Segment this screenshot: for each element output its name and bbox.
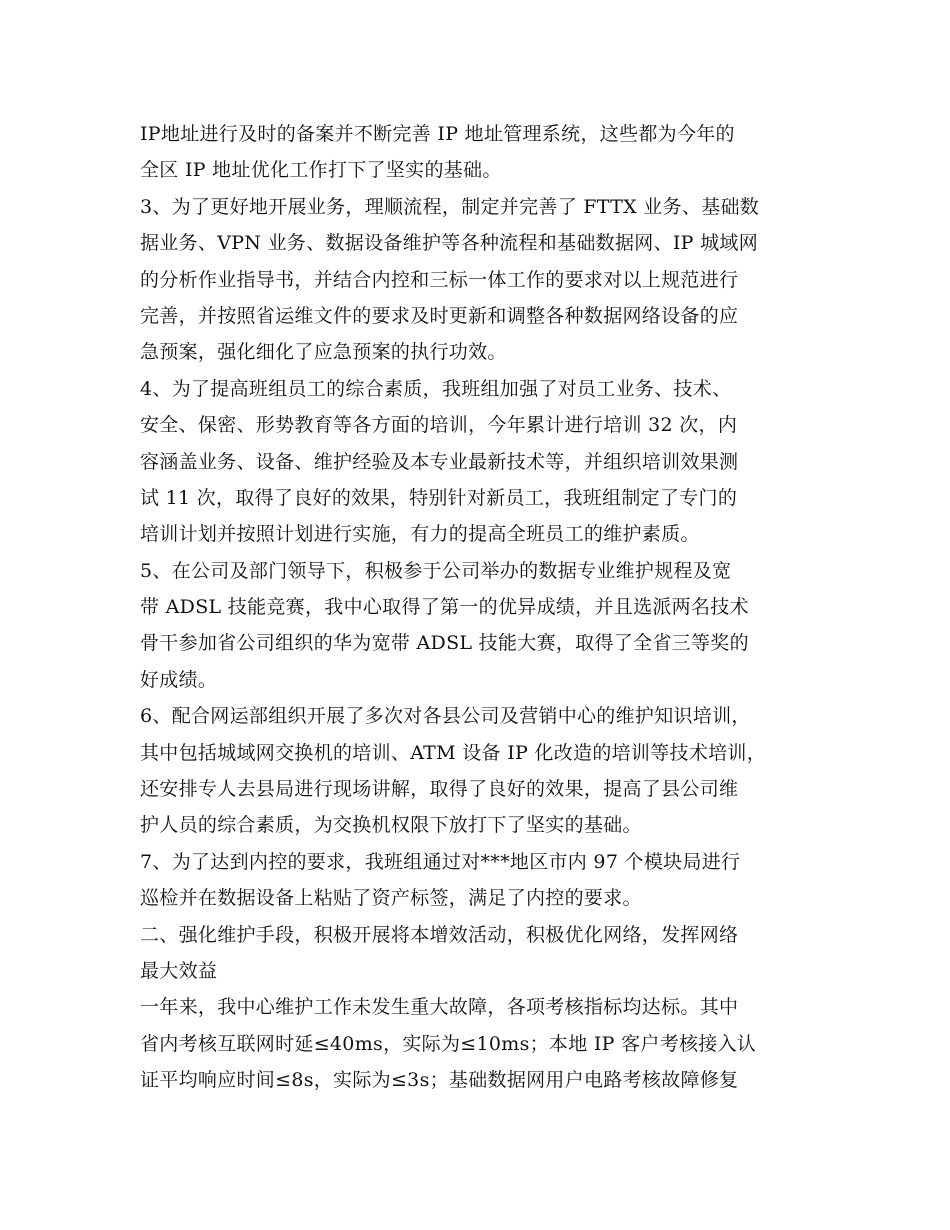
text-line: 一年来，我中心维护工作未发生重大故障，各项考核指标均达标。其中 [140, 996, 739, 1019]
text-line: IP地址进行及时的备案并不断完善 IP 地址管理系统，这些都为今年的 [140, 123, 735, 145]
text-line: 安全、保密、形势教育等各方面的培训，今年累计进行培训 32 次，内 [140, 414, 738, 437]
text-line: 试 11 次，取得了良好的效果，特别针对新员工，我班组制定了专门的 [140, 486, 738, 509]
text-line: 4、为了提高班组员工的综合素质，我班组加强了对员工业务、技术、 [140, 377, 732, 400]
text-line: 证平均响应时间≤8s，实际为≤3s；基础数据网用户电路考核故障修复 [140, 1069, 739, 1092]
text-line: 完善，并按照省运维文件的要求及时更新和调整各种数据网络设备的应 [140, 304, 739, 327]
text-line: 其中包括城域网交换机的培训、ATM 设备 IP 化改造的培训等技术培训， [140, 741, 767, 764]
text-line: 全区 IP 地址优化工作打下了坚实的基础。 [140, 159, 502, 182]
text-line: 3、为了更好地开展业务，理顺流程，制定并完善了 FTTX 业务、基础数 [140, 195, 760, 218]
text-line: 急预案，强化细化了应急预案的执行功效。 [140, 341, 507, 364]
text-line: 据业务、VPN 业务、数据设备维护等各种流程和基础数据网、IP 城域网 [140, 232, 759, 255]
text-line: 护人员的综合素质，为交换机权限下放打下了坚实的基础。 [140, 814, 642, 837]
text-line: 容涵盖业务、设备、维护经验及本专业最新技术等，并组织培训效果测 [140, 450, 739, 473]
text-line: 巡检并在数据设备上粘贴了资产标签，满足了内控的要求。 [140, 887, 642, 910]
text-line: 的分析作业指导书，并结合内控和三标一体工作的要求对以上规范进行 [140, 268, 739, 291]
text-line: 5、在公司及部门领导下，积极参于公司举办的数据专业维护规程及宽 [140, 559, 732, 582]
text-line: 最大效益 [140, 959, 218, 982]
text-line: 带 ADSL 技能竞赛，我中心取得了第一的优异成绩，并且选派两名技术 [140, 596, 749, 619]
text-line: 省内考核互联网时延≤40ms，实际为≤10ms；本地 IP 客户考核接入认 [140, 1032, 757, 1055]
text-line: 6、配合网运部组织开展了多次对各县公司及营销中心的维护知识培训， [140, 705, 751, 728]
text-line: 7、为了达到内控的要求，我班组通过对***地区市内 97 个模块局进行 [140, 850, 741, 873]
text-line: 还安排专人去县局进行现场讲解，取得了良好的效果，提高了县公司维 [140, 778, 739, 801]
text-line: 培训计划并按照计划进行实施，有力的提高全班员工的维护素质。 [140, 523, 700, 546]
document-body [140, 116, 820, 1099]
text-line: 骨干参加省公司组织的华为宽带 ADSL 技能大赛，取得了全省三等奖的 [140, 632, 749, 655]
text-line: 好成绩。 [140, 668, 218, 691]
text-line: 二、强化维护手段，积极开展将本增效活动，积极优化网络，发挥网络 [140, 923, 739, 946]
